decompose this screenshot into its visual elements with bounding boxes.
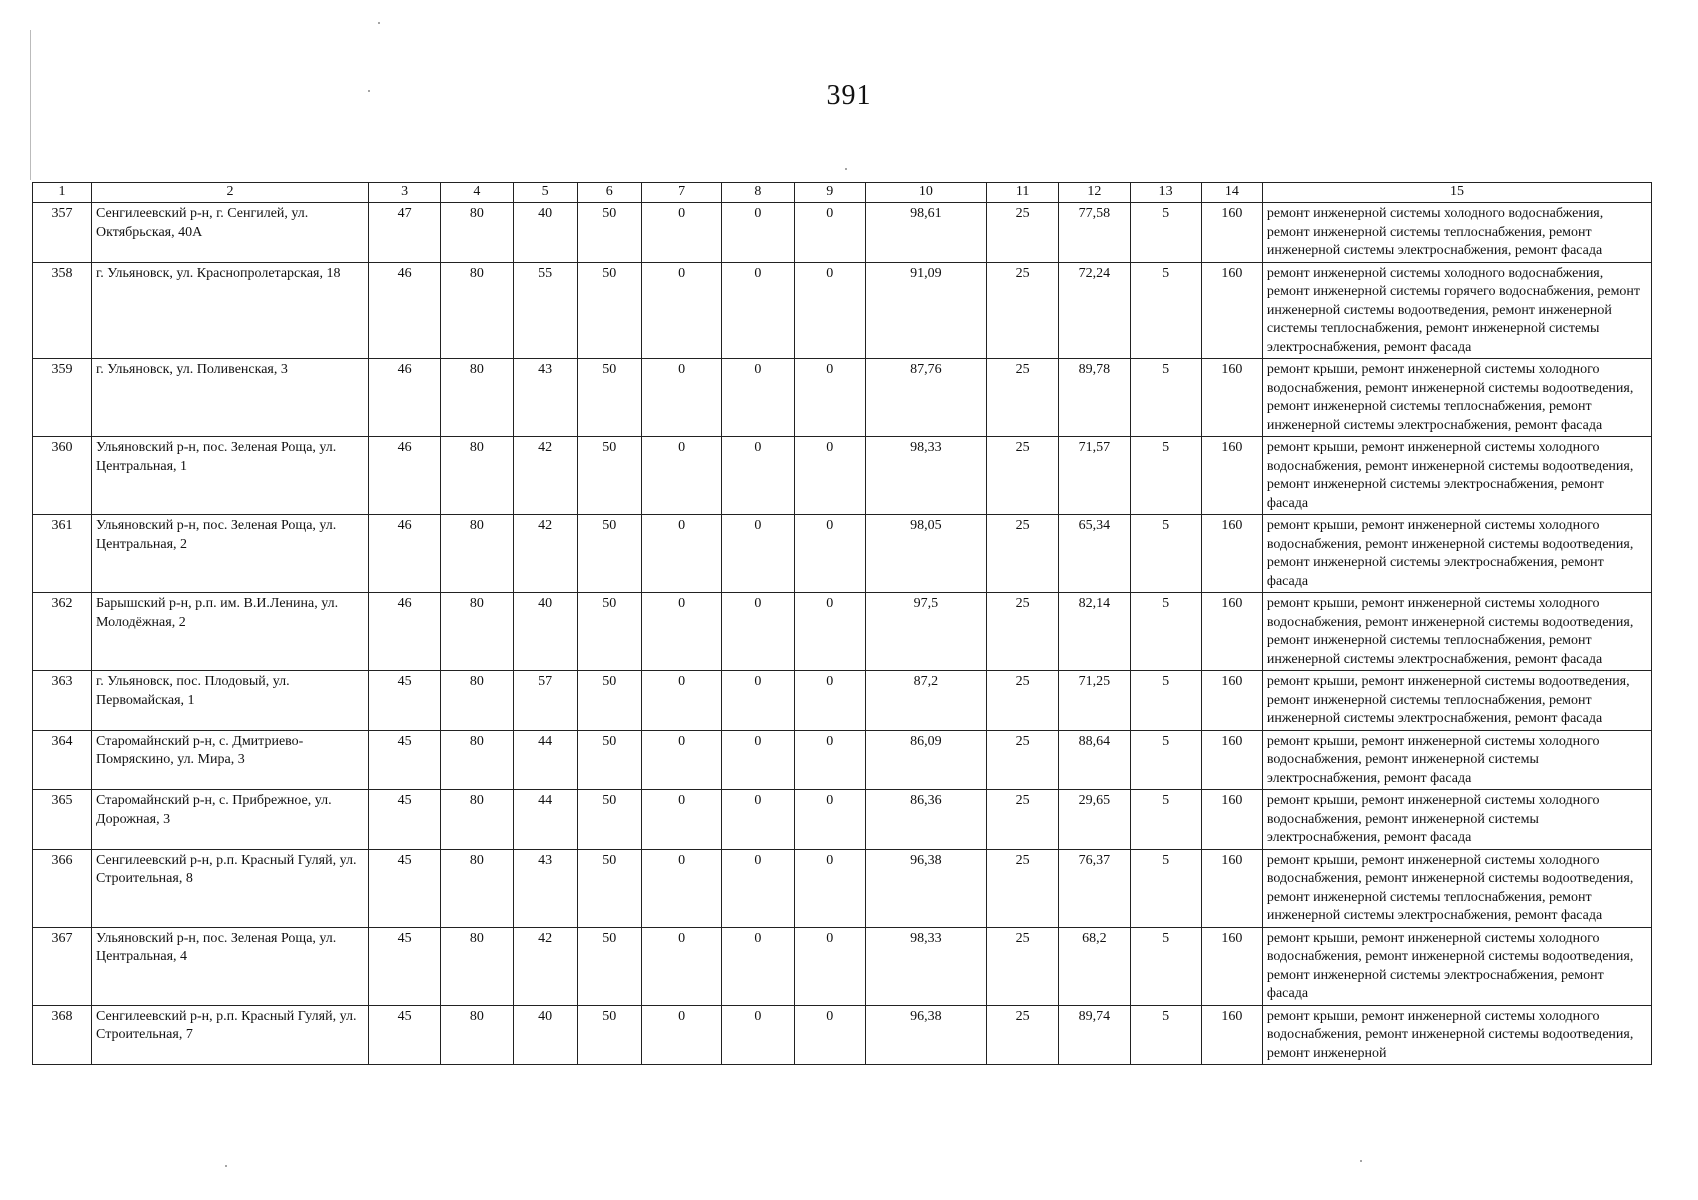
value-col-6-cell: 50 (577, 359, 641, 437)
table-row (33, 515, 1652, 593)
value-col-6-cell: 50 (577, 927, 641, 1005)
value-col-7-cell: 0 (641, 359, 721, 437)
value-col-11-cell: 25 (986, 671, 1058, 731)
scan-speck (378, 22, 380, 24)
value-col-10-cell: 97,5 (865, 593, 986, 671)
works-list-cell: ремонт крыши, ремонт инженерной системы водоотведения, ремонт инженерной системы теплоснабжения, ремонт инженерной системы электроснабжения, ремонт фасада (1262, 671, 1651, 731)
value-col-4-cell: 80 (441, 515, 513, 593)
value-col-13-cell: 5 (1130, 849, 1201, 927)
value-col-10-cell: 86,36 (865, 790, 986, 850)
value-col-12-cell: 76,37 (1059, 849, 1130, 927)
col-header: 1 (33, 183, 92, 203)
value-col-13-cell: 5 (1130, 927, 1201, 1005)
value-col-4-cell: 80 (441, 1005, 513, 1065)
row-number-cell: 364 (33, 730, 92, 790)
col-header: 11 (986, 183, 1058, 203)
value-col-11-cell: 25 (986, 790, 1058, 850)
value-col-4-cell: 80 (441, 790, 513, 850)
table-row (33, 262, 1652, 359)
value-col-10-cell: 96,38 (865, 1005, 986, 1065)
value-col-12-cell: 71,25 (1059, 671, 1130, 731)
col-header: 15 (1262, 183, 1651, 203)
value-col-9-cell: 0 (794, 262, 865, 359)
works-list-cell: ремонт крыши, ремонт инженерной системы холодного водоснабжения, ремонт инженерной системы водоотведения, ремонт инженерной системы теплоснабжения, ремонт инженерной системы электроснабжения, ремонт фасада (1262, 849, 1651, 927)
value-col-13-cell: 5 (1130, 1005, 1201, 1065)
works-list-cell: ремонт крыши, ремонт инженерной системы холодного водоснабжения, ремонт инженерной системы водоотведения, ремонт инженерной системы электроснабжения, ремонт фасада (1262, 927, 1651, 1005)
value-col-10-cell: 87,76 (865, 359, 986, 437)
col-header: 4 (441, 183, 513, 203)
address-cell: Ульяновский р-н, пос. Зеленая Роща, ул. Центральная, 1 (92, 437, 369, 515)
row-number-cell: 358 (33, 262, 92, 359)
value-col-7-cell: 0 (641, 1005, 721, 1065)
value-col-5-cell: 44 (513, 730, 577, 790)
value-col-5-cell: 40 (513, 1005, 577, 1065)
value-col-7-cell: 0 (641, 927, 721, 1005)
value-col-12-cell: 72,24 (1059, 262, 1130, 359)
value-col-11-cell: 25 (986, 515, 1058, 593)
col-header: 12 (1059, 183, 1130, 203)
value-col-10-cell: 91,09 (865, 262, 986, 359)
value-col-9-cell: 0 (794, 203, 865, 263)
row-number-cell: 366 (33, 849, 92, 927)
col-header: 6 (577, 183, 641, 203)
value-col-3-cell: 46 (369, 593, 441, 671)
address-cell: Старомайнский р-н, с. Прибрежное, ул. Дорожная, 3 (92, 790, 369, 850)
col-header: 14 (1201, 183, 1262, 203)
value-col-6-cell: 50 (577, 730, 641, 790)
value-col-7-cell: 0 (641, 671, 721, 731)
value-col-9-cell: 0 (794, 359, 865, 437)
value-col-11-cell: 25 (986, 359, 1058, 437)
value-col-12-cell: 65,34 (1059, 515, 1130, 593)
col-header: 13 (1130, 183, 1201, 203)
header-row (33, 183, 1652, 203)
value-col-5-cell: 43 (513, 849, 577, 927)
value-col-11-cell: 25 (986, 1005, 1058, 1065)
value-col-4-cell: 80 (441, 593, 513, 671)
value-col-7-cell: 0 (641, 203, 721, 263)
scan-speck (225, 1165, 227, 1167)
value-col-6-cell: 50 (577, 515, 641, 593)
value-col-14-cell: 160 (1201, 262, 1262, 359)
value-col-12-cell: 82,14 (1059, 593, 1130, 671)
row-number-cell: 363 (33, 671, 92, 731)
address-cell: Барышский р-н, р.п. им. В.И.Ленина, ул. Молодёжная, 2 (92, 593, 369, 671)
value-col-7-cell: 0 (641, 849, 721, 927)
value-col-6-cell: 50 (577, 437, 641, 515)
address-cell: г. Ульяновск, ул. Краснопролетарская, 18 (92, 262, 369, 359)
value-col-3-cell: 46 (369, 515, 441, 593)
value-col-7-cell: 0 (641, 262, 721, 359)
table-row (33, 593, 1652, 671)
value-col-11-cell: 25 (986, 437, 1058, 515)
value-col-4-cell: 80 (441, 203, 513, 263)
value-col-10-cell: 87,2 (865, 671, 986, 731)
value-col-3-cell: 45 (369, 1005, 441, 1065)
value-col-14-cell: 160 (1201, 515, 1262, 593)
value-col-3-cell: 47 (369, 203, 441, 263)
scan-speck (845, 168, 847, 170)
row-number-cell: 361 (33, 515, 92, 593)
value-col-14-cell: 160 (1201, 790, 1262, 850)
value-col-12-cell: 88,64 (1059, 730, 1130, 790)
row-number-cell: 365 (33, 790, 92, 850)
value-col-4-cell: 80 (441, 671, 513, 731)
value-col-8-cell: 0 (722, 262, 794, 359)
value-col-14-cell: 160 (1201, 671, 1262, 731)
value-col-5-cell: 55 (513, 262, 577, 359)
address-cell: Ульяновский р-н, пос. Зеленая Роща, ул. Центральная, 2 (92, 515, 369, 593)
table-row (33, 849, 1652, 927)
value-col-4-cell: 80 (441, 927, 513, 1005)
value-col-5-cell: 40 (513, 203, 577, 263)
value-col-10-cell: 98,61 (865, 203, 986, 263)
value-col-9-cell: 0 (794, 730, 865, 790)
address-cell: Сенгилеевский р-н, г. Сенгилей, ул. Октябрьская, 40А (92, 203, 369, 263)
value-col-6-cell: 50 (577, 1005, 641, 1065)
value-col-6-cell: 50 (577, 849, 641, 927)
address-cell: Сенгилеевский р-н, р.п. Красный Гуляй, ул. Строительная, 8 (92, 849, 369, 927)
value-col-8-cell: 0 (722, 437, 794, 515)
value-col-10-cell: 98,05 (865, 515, 986, 593)
row-number-cell: 367 (33, 927, 92, 1005)
value-col-8-cell: 0 (722, 1005, 794, 1065)
value-col-6-cell: 50 (577, 262, 641, 359)
value-col-10-cell: 98,33 (865, 927, 986, 1005)
value-col-12-cell: 71,57 (1059, 437, 1130, 515)
value-col-11-cell: 25 (986, 593, 1058, 671)
value-col-12-cell: 29,65 (1059, 790, 1130, 850)
value-col-13-cell: 5 (1130, 593, 1201, 671)
value-col-13-cell: 5 (1130, 359, 1201, 437)
value-col-9-cell: 0 (794, 593, 865, 671)
page-number: 391 (826, 80, 872, 111)
value-col-13-cell: 5 (1130, 437, 1201, 515)
value-col-9-cell: 0 (794, 515, 865, 593)
value-col-7-cell: 0 (641, 730, 721, 790)
value-col-5-cell: 42 (513, 927, 577, 1005)
value-col-12-cell: 68,2 (1059, 927, 1130, 1005)
col-header: 9 (794, 183, 865, 203)
value-col-8-cell: 0 (722, 671, 794, 731)
value-col-7-cell: 0 (641, 790, 721, 850)
value-col-14-cell: 160 (1201, 203, 1262, 263)
value-col-13-cell: 5 (1130, 262, 1201, 359)
value-col-9-cell: 0 (794, 927, 865, 1005)
value-col-12-cell: 89,74 (1059, 1005, 1130, 1065)
row-number-cell: 368 (33, 1005, 92, 1065)
col-header: 3 (369, 183, 441, 203)
col-header: 10 (865, 183, 986, 203)
value-col-3-cell: 45 (369, 927, 441, 1005)
value-col-14-cell: 160 (1201, 593, 1262, 671)
value-col-9-cell: 0 (794, 1005, 865, 1065)
value-col-7-cell: 0 (641, 437, 721, 515)
value-col-8-cell: 0 (722, 790, 794, 850)
col-header: 5 (513, 183, 577, 203)
address-cell: Сенгилеевский р-н, р.п. Красный Гуляй, ул. Строительная, 7 (92, 1005, 369, 1065)
value-col-8-cell: 0 (722, 593, 794, 671)
value-col-5-cell: 42 (513, 515, 577, 593)
value-col-13-cell: 5 (1130, 515, 1201, 593)
table-row (33, 730, 1652, 790)
value-col-9-cell: 0 (794, 790, 865, 850)
value-col-8-cell: 0 (722, 359, 794, 437)
value-col-11-cell: 25 (986, 927, 1058, 1005)
value-col-8-cell: 0 (722, 927, 794, 1005)
value-col-4-cell: 80 (441, 359, 513, 437)
value-col-10-cell: 96,38 (865, 849, 986, 927)
row-number-cell: 359 (33, 359, 92, 437)
works-list-cell: ремонт крыши, ремонт инженерной системы холодного водоснабжения, ремонт инженерной системы электроснабжения, ремонт фасада (1262, 790, 1651, 850)
works-list-cell: ремонт крыши, ремонт инженерной системы холодного водоснабжения, ремонт инженерной системы водоотведения, ремонт инженерной системы теплоснабжения, ремонт инженерной системы электроснабжения, ремонт фасада (1262, 593, 1651, 671)
value-col-6-cell: 50 (577, 593, 641, 671)
value-col-13-cell: 5 (1130, 203, 1201, 263)
works-list-cell: ремонт крыши, ремонт инженерной системы холодного водоснабжения, ремонт инженерной системы водоотведения, ремонт инженерной (1262, 1005, 1651, 1065)
table-row (33, 203, 1652, 263)
row-number-cell: 357 (33, 203, 92, 263)
works-list-cell: ремонт крыши, ремонт инженерной системы холодного водоснабжения, ремонт инженерной системы электроснабжения, ремонт фасада (1262, 730, 1651, 790)
value-col-9-cell: 0 (794, 849, 865, 927)
value-col-8-cell: 0 (722, 203, 794, 263)
value-col-4-cell: 80 (441, 262, 513, 359)
value-col-5-cell: 42 (513, 437, 577, 515)
value-col-3-cell: 45 (369, 849, 441, 927)
value-col-14-cell: 160 (1201, 437, 1262, 515)
value-col-6-cell: 50 (577, 203, 641, 263)
value-col-5-cell: 40 (513, 593, 577, 671)
value-col-14-cell: 160 (1201, 927, 1262, 1005)
value-col-11-cell: 25 (986, 262, 1058, 359)
value-col-3-cell: 46 (369, 262, 441, 359)
value-col-10-cell: 98,33 (865, 437, 986, 515)
table-row (33, 790, 1652, 850)
works-list-cell: ремонт инженерной системы холодного водоснабжения, ремонт инженерной системы теплоснабжения, ремонт инженерной системы электроснабжения, ремонт фасада (1262, 203, 1651, 263)
value-col-13-cell: 5 (1130, 790, 1201, 850)
value-col-12-cell: 89,78 (1059, 359, 1130, 437)
table-row (33, 927, 1652, 1005)
value-col-3-cell: 45 (369, 671, 441, 731)
value-col-14-cell: 160 (1201, 359, 1262, 437)
value-col-7-cell: 0 (641, 593, 721, 671)
value-col-8-cell: 0 (722, 730, 794, 790)
value-col-4-cell: 80 (441, 437, 513, 515)
works-list-cell: ремонт крыши, ремонт инженерной системы холодного водоснабжения, ремонт инженерной системы водоотведения, ремонт инженерной системы электроснабжения, ремонт фасада (1262, 437, 1651, 515)
value-col-3-cell: 45 (369, 790, 441, 850)
value-col-13-cell: 5 (1130, 671, 1201, 731)
value-col-4-cell: 80 (441, 730, 513, 790)
value-col-5-cell: 57 (513, 671, 577, 731)
table-row (33, 1005, 1652, 1065)
value-col-4-cell: 80 (441, 849, 513, 927)
address-cell: г. Ульяновск, пос. Плодовый, ул. Первомайская, 1 (92, 671, 369, 731)
value-col-11-cell: 25 (986, 849, 1058, 927)
works-list-cell: ремонт инженерной системы холодного водоснабжения, ремонт инженерной системы горячего водоснабжения, ремонт инженерной системы водоотведения, ремонт инженерной системы теплоснабжения, ремонт инженерной системы электроснабжения, ремонт фасада (1262, 262, 1651, 359)
value-col-14-cell: 160 (1201, 730, 1262, 790)
value-col-5-cell: 43 (513, 359, 577, 437)
value-col-12-cell: 77,58 (1059, 203, 1130, 263)
value-col-14-cell: 160 (1201, 1005, 1262, 1065)
col-header: 7 (641, 183, 721, 203)
col-header: 8 (722, 183, 794, 203)
value-col-11-cell: 25 (986, 730, 1058, 790)
value-col-7-cell: 0 (641, 515, 721, 593)
value-col-6-cell: 50 (577, 671, 641, 731)
address-cell: г. Ульяновск, ул. Поливенская, 3 (92, 359, 369, 437)
table-row (33, 359, 1652, 437)
value-col-10-cell: 86,09 (865, 730, 986, 790)
value-col-3-cell: 45 (369, 730, 441, 790)
row-number-cell: 362 (33, 593, 92, 671)
value-col-6-cell: 50 (577, 790, 641, 850)
value-col-14-cell: 160 (1201, 849, 1262, 927)
works-list-cell: ремонт крыши, ремонт инженерной системы холодного водоснабжения, ремонт инженерной системы водоотведения, ремонт инженерной системы электроснабжения, ремонт фасада (1262, 515, 1651, 593)
table-row (33, 437, 1652, 515)
scan-speck (1360, 1160, 1362, 1162)
value-col-11-cell: 25 (986, 203, 1058, 263)
value-col-9-cell: 0 (794, 671, 865, 731)
value-col-3-cell: 46 (369, 359, 441, 437)
value-col-8-cell: 0 (722, 849, 794, 927)
address-cell: Ульяновский р-н, пос. Зеленая Роща, ул. Центральная, 4 (92, 927, 369, 1005)
value-col-13-cell: 5 (1130, 730, 1201, 790)
table-row (33, 671, 1652, 731)
works-list-cell: ремонт крыши, ремонт инженерной системы холодного водоснабжения, ремонт инженерной системы водоотведения, ремонт инженерной системы теплоснабжения, ремонт инженерной системы электроснабжения, ремонт фасада (1262, 359, 1651, 437)
value-col-9-cell: 0 (794, 437, 865, 515)
row-number-cell: 360 (33, 437, 92, 515)
col-header: 2 (92, 183, 369, 203)
value-col-8-cell: 0 (722, 515, 794, 593)
value-col-5-cell: 44 (513, 790, 577, 850)
value-col-3-cell: 46 (369, 437, 441, 515)
address-cell: Старомайнский р-н, с. Дмитриево-Помряскино, ул. Мира, 3 (92, 730, 369, 790)
repair-program-table (32, 182, 1652, 1065)
